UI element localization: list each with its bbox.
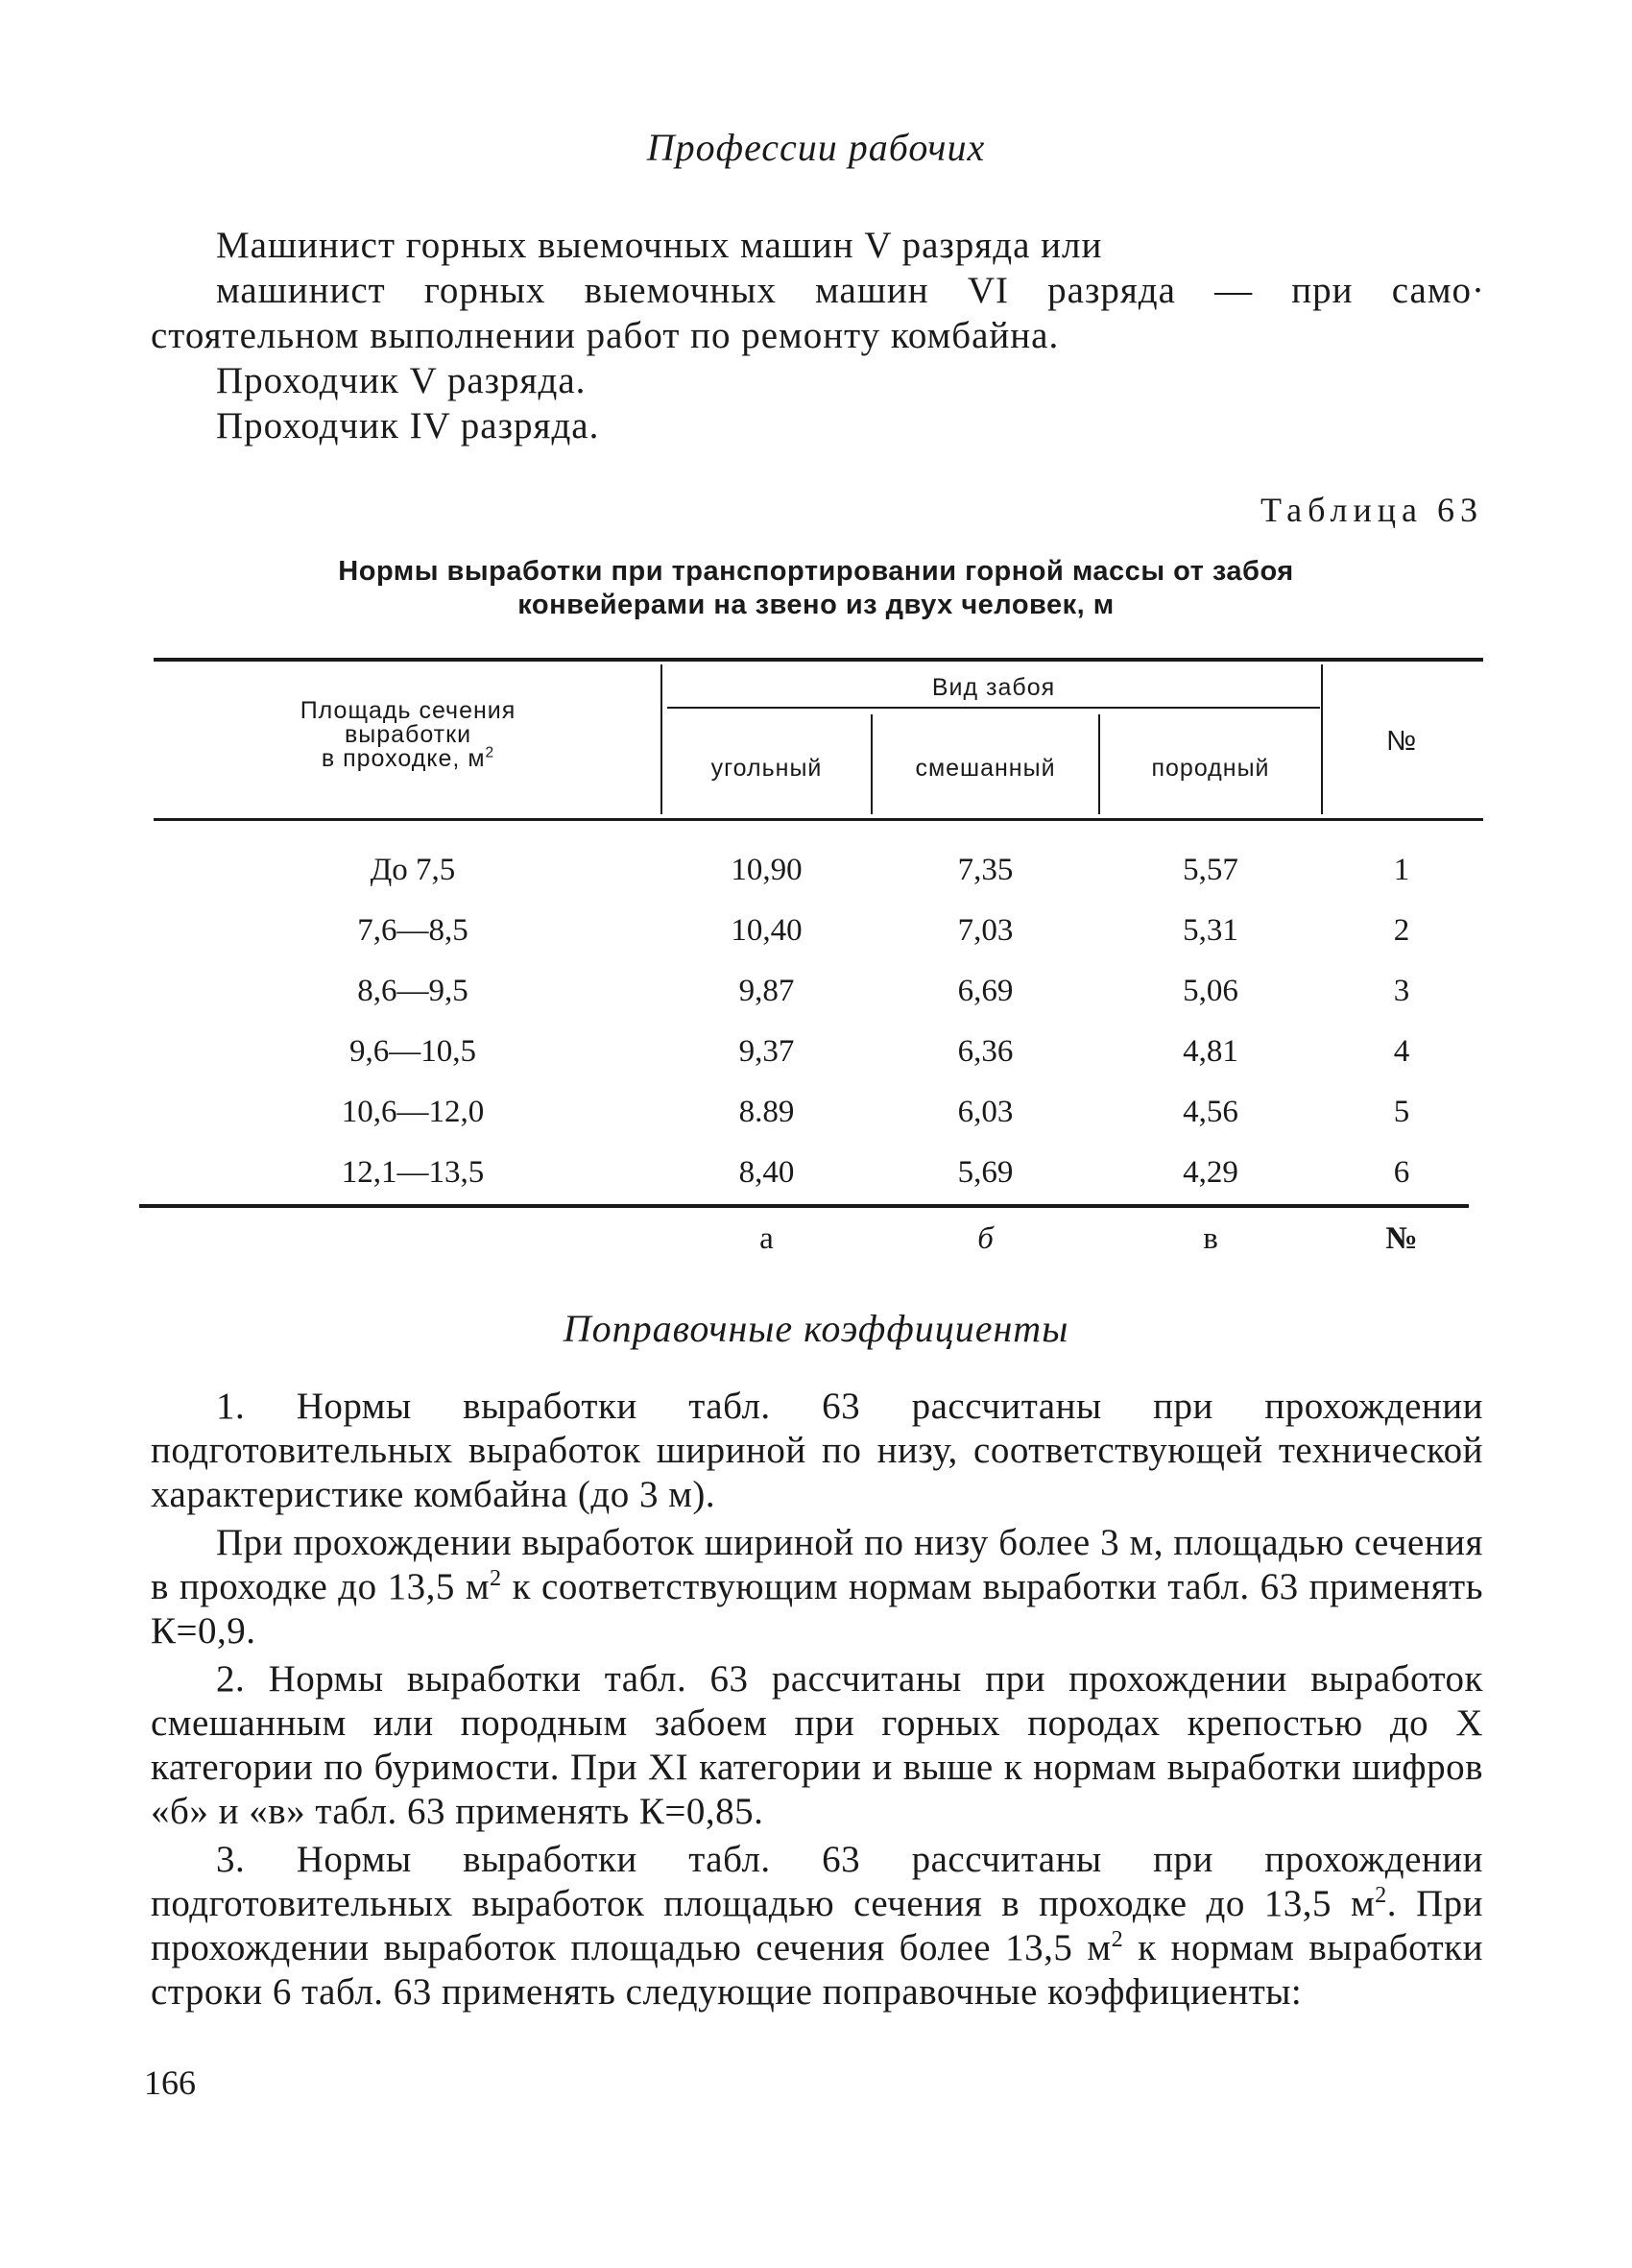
cell-rock: 4,56 — [1183, 1095, 1238, 1129]
paragraph-4-text: к нормам выработки строки 6 табл. 63 применять следующие поправочные коэффициенты: — [151, 1927, 1484, 2013]
cell-coal: 8,40 — [738, 1155, 795, 1190]
paragraph-1: 1. Нормы выработки табл. 63 рассчитаны при прохождении подготовительных выработок шириной по низу, соответствующей технической характеристике комбайна (до 3 м). — [151, 1386, 1483, 1515]
header-mixed: смешанный — [915, 755, 1056, 782]
corrections-heading: Поправочные коэффициенты — [563, 1307, 1069, 1350]
header-num: № — [1385, 726, 1418, 757]
cell-rock: 5,57 — [1183, 853, 1238, 887]
profession-line: машинист горных выемочных машин VI разряда — при само· — [216, 270, 1485, 311]
cell-rock: 4,81 — [1183, 1034, 1238, 1069]
header-area-line-text: в проходке, м — [321, 745, 486, 772]
table-bottom-rule — [139, 1204, 1469, 1208]
professions-heading: Профессии рабочих — [646, 126, 986, 169]
cell-coal: 9,37 — [738, 1034, 795, 1069]
paragraph-4-text: . При прохождении выработок площадью сечения более 13,5 м — [151, 1883, 1483, 1968]
cell-mixed: 7,03 — [957, 913, 1014, 948]
cell-coal: 10,90 — [731, 853, 803, 887]
profession-line: стоятельном выполнении работ по ремонту комбайна. — [151, 315, 1060, 356]
table-top-rule — [154, 658, 1483, 662]
header-rock: породный — [1151, 755, 1270, 782]
header-area-line: выработки — [344, 721, 472, 748]
paragraph-4-text: 3. Нормы выработки табл. 63 рассчитаны при прохождении подготовительных выработок площадью сечения в проходке до 13,5 м — [151, 1839, 1483, 1924]
vline-rock — [1321, 664, 1323, 814]
professions-block — [151, 223, 1485, 448]
header-group: Вид забоя — [931, 674, 1056, 701]
paragraph-4 — [151, 1838, 1483, 2015]
cell-area: 9,6—10,5 — [349, 1034, 476, 1069]
cell-num: 2 — [1393, 913, 1410, 948]
header-coal: угольный — [710, 755, 823, 782]
cell-mixed: 6,36 — [957, 1034, 1014, 1069]
cell-num: 1 — [1393, 853, 1410, 887]
vline-area — [660, 664, 662, 814]
cell-coal: 9,87 — [738, 974, 795, 1008]
page-number: 166 — [144, 2063, 196, 2102]
cell-rock: 4,29 — [1183, 1155, 1238, 1190]
paragraph-3: 2. Нормы выработки табл. 63 рассчитаны при прохождении выработок смешанным или породным забоем при горных породах крепостью до X категории по буримости. При XI категории и выше к нормам выработки шифров «б» и «в» табл. 63 применять К=0,85. — [151, 1658, 1483, 1832]
footer-code-c: в — [1203, 1221, 1218, 1256]
cell-area: До 7,5 — [370, 853, 456, 887]
superscript: 2 — [1375, 1882, 1387, 1908]
profession-line: Проходчик V разряда. — [216, 360, 587, 401]
header-area — [221, 699, 595, 771]
header-area-sup: 2 — [485, 744, 495, 761]
group-underline — [667, 707, 1320, 709]
cell-mixed: 6,03 — [957, 1095, 1014, 1129]
profession-line: Машинист горных выемочных машин V разряда или — [216, 225, 1103, 266]
cell-mixed: 5,69 — [957, 1155, 1014, 1190]
table-title-line: конвейерами на звено из двух человек, м — [517, 590, 1115, 620]
footer-code-b: б — [977, 1221, 994, 1256]
footer-code-num: № — [1385, 1221, 1418, 1256]
header-bottom-rule — [154, 818, 1483, 821]
cell-num: 5 — [1393, 1095, 1410, 1129]
profession-line: Проходчик IV разряда. — [216, 405, 600, 446]
superscript: 2 — [490, 1565, 502, 1591]
header-area-line — [221, 744, 595, 772]
table-label: Таблица 63 — [1260, 491, 1483, 529]
paragraph-2-text: к соответствующим нормам выработки табл. 63 применять К=0,9. — [151, 1566, 1484, 1652]
superscript: 2 — [1111, 1926, 1124, 1952]
cell-rock: 5,31 — [1183, 913, 1238, 948]
cell-area: 10,6—12,0 — [341, 1095, 485, 1129]
cell-area: 8,6—9,5 — [357, 974, 468, 1008]
cell-area: 12,1—13,5 — [341, 1155, 485, 1190]
cell-mixed: 6,69 — [957, 974, 1014, 1008]
table-title — [0, 555, 1632, 622]
cell-mixed: 7,35 — [957, 853, 1014, 887]
cell-num: 3 — [1393, 974, 1410, 1008]
cell-num: 4 — [1393, 1034, 1410, 1069]
cell-rock: 5,06 — [1183, 974, 1238, 1008]
cell-num: 6 — [1393, 1155, 1410, 1190]
table-title-line: Нормы выработки при транспортировании горной массы от забоя — [338, 556, 1294, 587]
cell-coal: 10,40 — [731, 913, 803, 948]
cell-area: 7,6—8,5 — [357, 913, 468, 948]
corrections-text — [151, 1385, 1483, 2015]
footer-code-a: а — [759, 1221, 774, 1256]
paragraph-2-text: При прохождении выработок шириной по низу более 3 м, площадью сечения в проходке до 13,5 м — [151, 1522, 1483, 1607]
header-area-line: Площадь сечения — [300, 697, 516, 724]
cell-coal: 8.89 — [738, 1095, 795, 1129]
paragraph-2 — [151, 1521, 1483, 1653]
